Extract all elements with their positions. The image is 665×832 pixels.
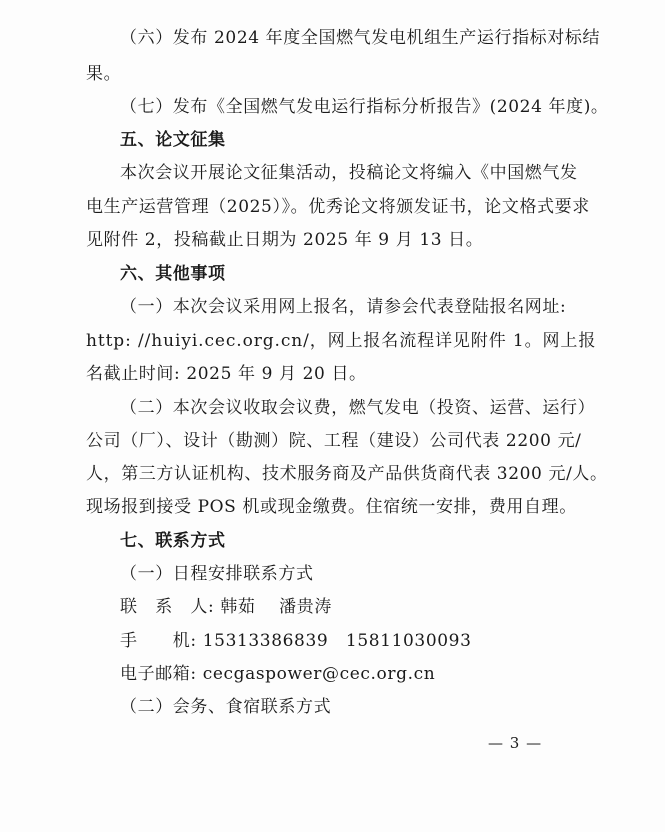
section-6-item-1-line-2: http: //huiyi.cec.org.cn/，网上报名流程详见附件 1。网上报 [86,331,597,351]
schedule-contact-heading: （一）日程安排联系方式 [120,564,314,584]
section-7-heading: 七、联系方式 [120,531,226,551]
section-6-item-1-line-3: 名截止时间: 2025 年 9 月 20 日。 [86,364,367,384]
contact-persons: 联 系 人: 韩茹 潘贵涛 [120,597,332,617]
section-6-item-2-line-3: 人，第三方认证机构、技术服务商及产品供货商代表 3200 元/人。 [86,464,608,484]
item-7-line: （七）发布《全国燃气发电运行指标分析报告》(2024 年度)。 [120,97,609,117]
section-6-item-2-line-4: 现场报到接受 POS 机或现金缴费。住宿统一安排，费用自理。 [86,497,577,517]
contact-email: 电子邮箱: cecgaspower@cec.org.cn [120,664,436,684]
section-5-paragraph-line-3: 见附件 2，投稿截止日期为 2025 年 9 月 13 日。 [86,230,484,250]
accommodation-contact-heading: （二）会务、食宿联系方式 [120,697,332,717]
page-number: — 3 — [488,734,543,752]
item-6-line-2: 果。 [86,64,122,84]
section-6-item-2-line-1: （二）本次会议收取会议费，燃气发电（投资、运营、运行） [120,398,596,418]
section-5-heading: 五、论文征集 [120,130,226,150]
section-6-heading: 六、其他事项 [120,264,226,284]
section-6-item-2-line-2: 公司（厂）、设计（勘测）院、工程（建设）公司代表 2200 元/ [86,431,582,451]
item-6-line-1: （六）发布 2024 年度全国燃气发电机组生产运行指标对标结 [120,28,601,48]
section-6-item-1-line-1: （一）本次会议采用网上报名，请参会代表登陆报名网址: [120,297,567,317]
section-5-paragraph-line-2: 电生产运营管理（2025）》。优秀论文将颁发证书，论文格式要求 [86,197,590,217]
contact-phones: 手 机: 15313386839 15811030093 [120,631,472,651]
section-5-paragraph-line-1: 本次会议开展论文征集活动，投稿论文将编入《中国燃气发 [120,163,578,183]
